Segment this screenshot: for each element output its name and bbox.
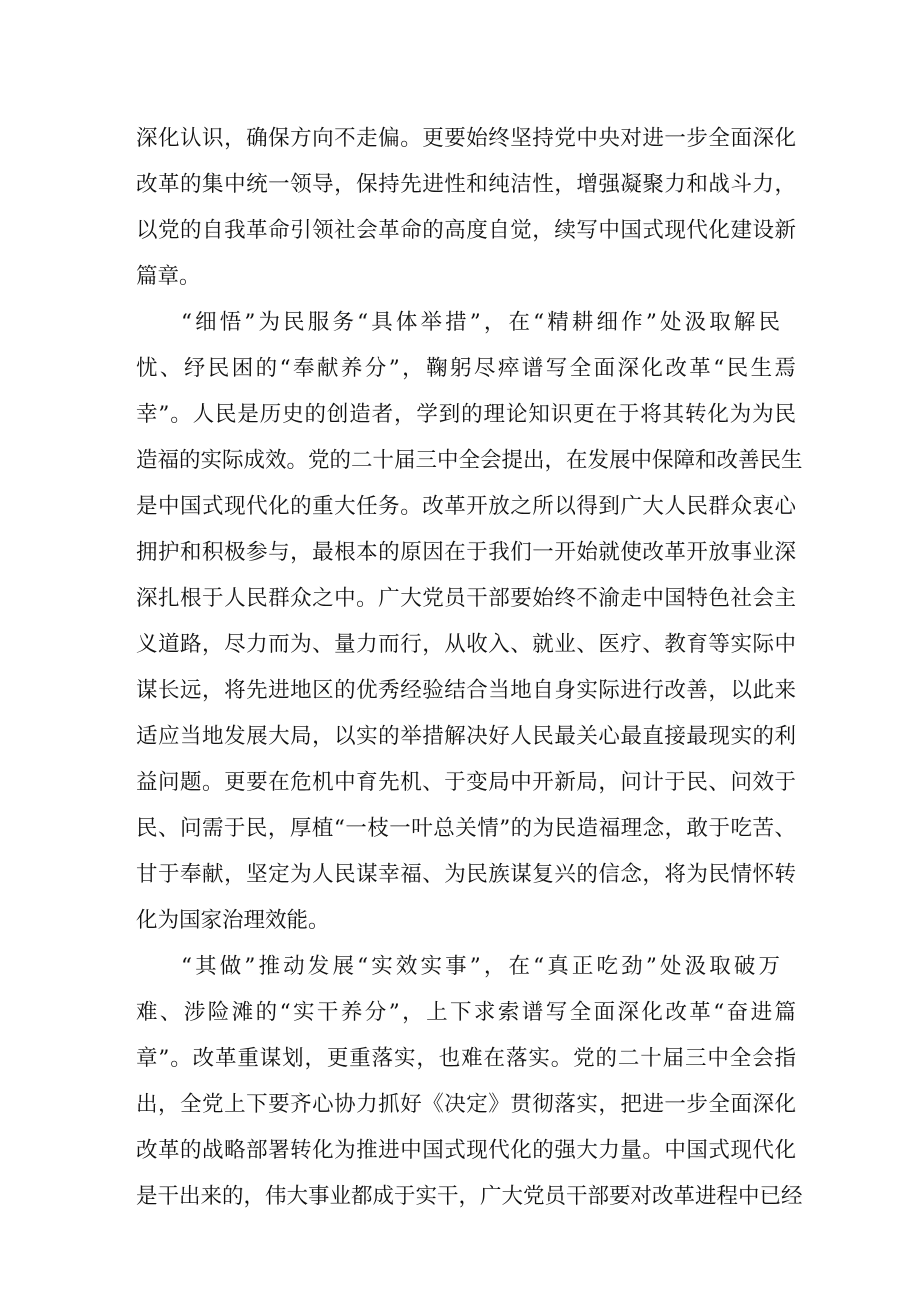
text-line: 难、涉险滩的“实干养分”，上下求索谱写全面深化改革“奋进篇	[136, 1000, 796, 1025]
text-line: 拥护和积极参与，最根本的原因在于我们一开始就使改革开放事业深	[136, 540, 796, 565]
text-line: 是干出来的，伟大事业都成于实干，广大党员干部要对改革进程中已经	[136, 1184, 803, 1209]
text-line: 适应当地发展大局，以实的举措解决好人民最关心最直接最现实的利	[136, 724, 796, 749]
text-line: 改革的集中统一领导，保持先进性和纯洁性，增强凝聚力和战斗力，	[136, 172, 796, 197]
text-line: 深化认识，确保方向不走偏。更要始终坚持党中央对进一步全面深化	[136, 126, 796, 151]
text-line: 益问题。更要在危机中育先机、于变局中开新局，问计于民、问效于	[136, 770, 796, 795]
text-line: 义道路，尽力而为、量力而行，从收入、就业、医疗、教育等实际中	[136, 632, 796, 657]
text-line: 深扎根于人民群众之中。广大党员干部要始终不渝走中国特色社会主	[136, 586, 796, 611]
text-line: “其做”推动发展“实效实事”，在“真正吃劲”处汲取破万	[181, 954, 780, 979]
text-line: 篇章。	[136, 264, 201, 289]
text-line: “细悟”为民服务“具体举措”，在“精耕细作”处汲取解民	[181, 310, 780, 335]
text-line: 民、问需于民，厚植“一枝一叶总关情”的为民造福理念，敢于吃苦、	[136, 816, 796, 841]
text-line: 改革的战略部署转化为推进中国式现代化的强大力量。中国式现代化	[136, 1138, 796, 1163]
text-line: 造福的实际成效。党的二十届三中全会提出，在发展中保障和改善民生	[136, 448, 803, 473]
text-line: 以党的自我革命引领社会革命的高度自觉，续写中国式现代化建设新	[136, 218, 796, 243]
text-line: 化为国家治理效能。	[136, 908, 330, 933]
text-line: 甘于奉献，坚定为人民谋幸福、为民族谋复兴的信念，将为民情怀转	[136, 862, 796, 887]
text-line: 章”。改革重谋划，更重落实，也难在落实。党的二十届三中全会指	[136, 1046, 796, 1071]
text-line: 是中国式现代化的重大任务。改革开放之所以得到广大人民群众衷心	[136, 494, 796, 519]
text-line: 出，全党上下要齐心协力抓好《决定》贯彻落实，把进一步全面深化	[136, 1092, 796, 1117]
text-line: 幸”。人民是历史的创造者，学到的理论知识更在于将其转化为为民	[136, 402, 796, 427]
text-line: 谋长远，将先进地区的优秀经验结合当地自身实际进行改善，以此来	[136, 678, 796, 703]
text-line: 忧、纾民困的“奉献养分”，鞠躬尽瘁谱写全面深化改革“民生焉	[136, 356, 796, 381]
